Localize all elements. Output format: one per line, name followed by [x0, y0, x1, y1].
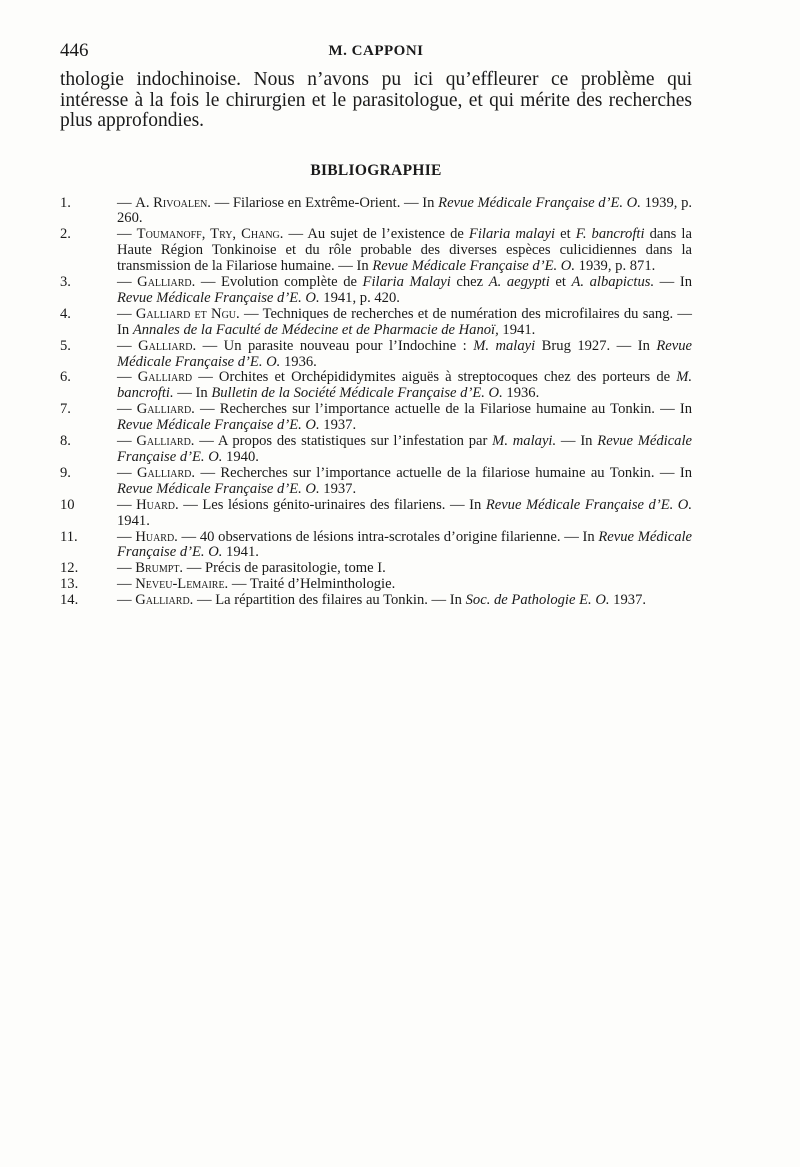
entry-number: 1.	[60, 194, 71, 211]
entry-number: 9.	[60, 464, 71, 481]
entry-in: In	[356, 258, 369, 275]
entry-source: Revue Médicale Française d’E. O.	[485, 496, 692, 513]
entry-source: Bulletin de la Société Médicale Française d’E. O.	[211, 385, 503, 402]
entry-title: La répartition des filaires au Tonkin.	[215, 592, 428, 609]
entry-title-part: dans la Haute Région Tonkinoise et du rôle probable des diverses espèces culicidiennes dans la transmission de la Filariose humaine.	[117, 226, 692, 275]
bibliography-entry: 9. — Galliard. — Recherches sur l’importance actuelle de la filariose humaine au Tonkin. — In Revue Médicale Française d’E. O. 1937.	[60, 464, 693, 497]
entry-source: Revue Médicale Française d’E. O.	[117, 528, 693, 561]
entry-author: Toumanoff, Try, Chang.	[136, 226, 284, 243]
entry-source: Revue Médicale Française d’E. O.	[117, 480, 320, 497]
entry-author: Galliard.	[135, 592, 194, 609]
entry-details: 1941, p. 420.	[323, 289, 400, 306]
entry-author: Galliard.	[136, 464, 196, 481]
entry-in: In	[582, 528, 595, 545]
entry-number: 8.	[60, 433, 71, 450]
entry-number: 7.	[60, 401, 71, 418]
entry-author: Galliard et Ngu.	[135, 305, 240, 322]
entry-author: Neveu-Lemaire.	[135, 576, 229, 593]
entry-source: Revue Médicale Française d’E. O.	[372, 258, 575, 275]
intro-paragraph: thologie indochinoise. Nous n’avons pu ici qu’effleurer ce problème qui intéresse à la fois le chirurgien et le parasitologue, et qui mérite des recherches plus approfondies.	[60, 69, 692, 131]
bibliography-entry: 12. — Brumpt. — Précis de parasitologie, tome I.	[60, 560, 386, 577]
entry-details: 1941.	[502, 321, 536, 338]
entry-title-part: Filaria Malayi	[362, 274, 451, 291]
entry-details: 1937.	[323, 417, 357, 434]
entry-title: Filariose en Extrême-Orient.	[232, 194, 401, 211]
entry-author: Galliard	[137, 369, 193, 386]
entry-details: 1939, p. 260.	[117, 194, 693, 227]
entry-title: Précis de parasitologie, tome I.	[204, 560, 386, 577]
entry-title: Recherches sur l’importance actuelle de la Filariose humaine au Tonkin.	[219, 401, 655, 418]
entry-number: 10	[60, 496, 75, 513]
entry-title-part: A. aegypti	[488, 274, 550, 291]
entry-details: 1941.	[117, 512, 150, 529]
entry-in: In	[637, 337, 650, 354]
entry-title: Les lésions génito-urinaires des filariens.	[202, 496, 446, 513]
bibliography-entry: 6. — Galliard — Orchites et Orchépididymites aiguës à streptocoques chez des porteurs de M. bancrofti. — In Bulletin de la Société Médicale Française d’E. O. 1936.	[60, 369, 693, 402]
entry-source: Revue Médicale Française d’E. O.	[117, 417, 320, 434]
entry-title: Traité d’Helminthologie.	[249, 576, 396, 593]
entry-source: Annales de la Faculté de Médecine et de Pharmacie de Hanoï,	[132, 321, 499, 338]
entry-in: In	[422, 194, 435, 211]
entry-title: Un parasite nouveau pour l’Indochine :	[223, 337, 467, 354]
entry-title: Techniques de recherches et de numération des microfilaires du sang.	[262, 305, 674, 322]
entry-title: 40 observations de lésions intra-scrotales d’origine filarienne.	[199, 528, 561, 545]
entry-title-part: M. malayi.	[492, 433, 557, 450]
entry-title-part: F. bancrofti	[575, 226, 645, 243]
entry-title-part: et	[560, 226, 571, 243]
entry-in: In	[449, 592, 462, 609]
bibliography-entry: 10 — Huard. — Les lésions génito-urinaires des filariens. — In Revue Médicale Française d’E. O. 1941.	[60, 496, 692, 529]
entry-title: Orchites et Orchépididymites aiguës à streptocoques chez des porteurs de	[218, 369, 671, 386]
entry-author: Huard.	[136, 496, 179, 513]
entry-author: Galliard.	[136, 433, 195, 450]
entry-number: 4.	[60, 305, 71, 322]
bibliography-entry: 8. — Galliard. — A propos des statistiques sur l’infestation par M. malayi. — In Revue Médicale Française d’E. O. 1940.	[60, 433, 693, 465]
bibliography-entry: 1. — A. Rivoalen. — Filariose en Extrême-Orient. — In Revue Médicale Française d’E. O. 1939, p. 260.	[60, 194, 693, 227]
entry-title: A propos des statistiques sur l’infestation par	[217, 433, 488, 450]
document-page	[60, 40, 692, 609]
entry-source: Revue Médicale Française d’E. O.	[117, 289, 320, 306]
bibliography-entry: 11. — Huard. — 40 observations de lésions intra-scrotales d’origine filarienne. — In Revue Médicale Française d’E. O. 1941.	[60, 528, 693, 561]
entry-source: Revue Médicale Française d’E. O.	[117, 337, 692, 370]
running-head	[60, 40, 692, 66]
entry-author: Galliard.	[138, 337, 197, 354]
entry-details: 1937.	[613, 592, 647, 609]
entry-in: In	[469, 496, 482, 513]
entry-title-part: Filaria malayi	[468, 226, 556, 243]
entry-in: In	[679, 401, 693, 418]
entry-title: Recherches sur l’importance actuelle de la filariose humaine au Tonkin.	[220, 464, 655, 481]
entry-title-part: chez	[456, 274, 484, 291]
entry-details: 1936.	[506, 385, 540, 402]
entry-title: Au sujet de l’existence de	[307, 226, 464, 243]
entry-number: 14.	[60, 592, 79, 609]
entry-title-part: Brug 1927.	[541, 337, 611, 354]
bibliography-entry: 4. — Galliard et Ngu. — Techniques de recherches et de numération des microfilaires du sang. — In Annales de la Faculté de Médecine et de Pharmacie de Hanoï, 1941.	[60, 305, 693, 338]
entry-in: In	[580, 433, 593, 450]
entry-title-part: M. malayi	[473, 337, 536, 354]
entry-details: 1940.	[226, 449, 259, 465]
entry-source: Revue Médicale Française d’E. O.	[438, 194, 641, 211]
bibliography-entry: 2. — Toumanoff, Try, Chang. — Au sujet de l’existence de Filaria malayi et F. bancrofti dans la Haute Région Tonkinoise et du rôle probable des diverses espèces culicidiennes dans la transmission de la Filariose humaine. — In Revue Médicale Française d’E. O. 1939, p. 871.	[60, 226, 692, 275]
entry-in: In	[195, 385, 208, 402]
entry-author: Galliard.	[136, 401, 195, 418]
entry-number: 6.	[60, 369, 71, 386]
entry-author: Brumpt.	[135, 560, 184, 577]
entry-author: A. Rivoalen.	[135, 194, 211, 211]
entry-author: Huard.	[135, 528, 178, 545]
bibliography-entry: 14. — Galliard. — La répartition des filaires au Tonkin. — In Soc. de Pathologie E. O. 1937.	[60, 592, 647, 609]
page-number: 446	[60, 40, 89, 61]
entry-number: 13.	[60, 576, 79, 593]
entry-in: In	[117, 321, 130, 338]
entry-title-part: M. bancrofti.	[117, 369, 693, 402]
bibliography-entry: 5. — Galliard. — Un parasite nouveau pour l’Indochine : M. malayi Brug 1927. — In Revue Médicale Française d’E. O. 1936.	[60, 337, 692, 370]
entry-author: Galliard.	[137, 274, 196, 291]
entry-details: 1939, p. 871.	[578, 258, 656, 275]
entry-details: 1936.	[283, 353, 317, 370]
entry-source: Revue Médicale Française d’E. O.	[117, 433, 693, 465]
bibliography-entry: 13. — Neveu-Lemaire. — Traité d’Helminthologie.	[60, 576, 396, 593]
entry-number: 3.	[60, 274, 71, 291]
entry-number: 2.	[60, 226, 71, 243]
entry-number: 11.	[60, 528, 78, 545]
bibliography-entry: 7. — Galliard. — Recherches sur l’importance actuelle de la Filariose humaine au Tonkin. — In Revue Médicale Française d’E. O. 1937.	[60, 401, 693, 434]
entry-number: 12.	[60, 560, 79, 577]
entry-details: 1937.	[323, 480, 357, 497]
entry-source: Soc. de Pathologie E. O.	[465, 592, 610, 609]
entry-title: Evolution complète de	[221, 274, 357, 291]
bibliography-list	[60, 196, 692, 610]
bibliography-title: BIBLIOGRAPHIE	[310, 161, 442, 179]
bibliography-entry: 3. — Galliard. — Evolution complète de Filaria Malayi chez A. aegypti et A. albapictus. — In Revue Médicale Française d’E. O. 1941, p. 420.	[60, 274, 693, 306]
entry-title-part: A. albapictus.	[571, 274, 655, 291]
running-title: M. CAPPONI	[328, 43, 424, 59]
entry-in: In	[679, 274, 693, 291]
entry-number: 5.	[60, 337, 71, 354]
entry-in: In	[679, 464, 693, 481]
entry-details: 1941.	[226, 544, 259, 561]
entry-title-part: et	[555, 274, 566, 291]
